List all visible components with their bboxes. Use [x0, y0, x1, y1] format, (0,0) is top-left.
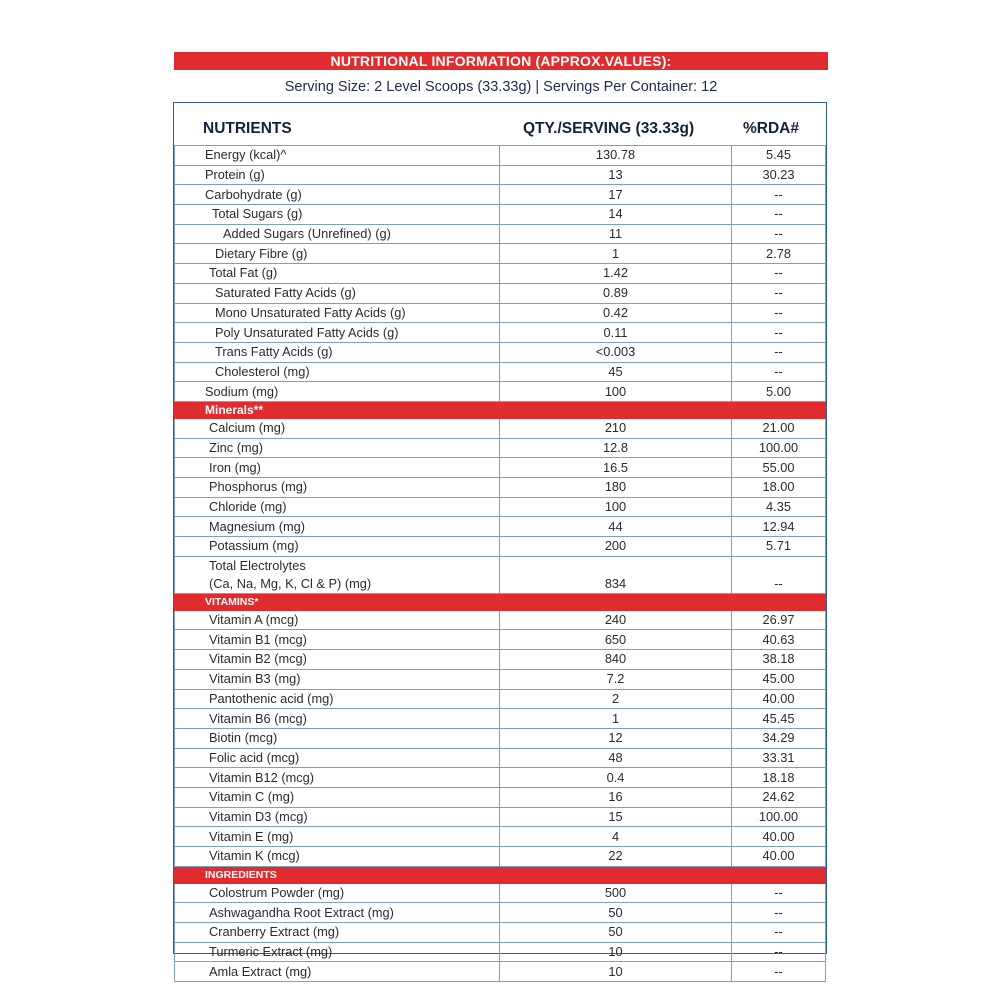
table-header [174, 103, 826, 145]
ingredient-rda: -- [732, 883, 826, 903]
vitamin-qty: 16 [500, 787, 732, 807]
mineral-rda: 55.00 [732, 458, 826, 478]
nutrient-rda: -- [732, 323, 826, 343]
mineral-qty: 16.5 [500, 458, 732, 478]
nutrient-name: Sodium (mg) [175, 382, 500, 402]
nutrient-qty: 0.11 [500, 323, 732, 343]
table-row [175, 283, 826, 303]
nutrient-name: Trans Fatty Acids (g) [175, 342, 500, 362]
nutrient-rda: -- [732, 303, 826, 323]
vitamin-rda: 40.00 [732, 847, 826, 867]
table-row [175, 962, 826, 982]
table-row [175, 165, 826, 185]
mineral-rda: 100.00 [732, 438, 826, 458]
nutrient-rda: -- [732, 342, 826, 362]
vitamin-qty: 22 [500, 847, 732, 867]
vitamin-rda: 33.31 [732, 748, 826, 768]
table-row [175, 807, 826, 827]
vitamin-rda: 100.00 [732, 807, 826, 827]
ingredient-name: Turmeric Extract (mg) [175, 942, 500, 962]
mineral-qty: 100 [500, 497, 732, 517]
nutrient-name: Mono Unsaturated Fatty Acids (g) [175, 303, 500, 323]
table-row-electrolytes [175, 556, 826, 593]
nutrient-rda: 30.23 [732, 165, 826, 185]
nutrient-qty: 1 [500, 244, 732, 264]
table-row [175, 146, 826, 166]
nutrient-qty: 45 [500, 362, 732, 382]
table-row [175, 224, 826, 244]
table-row [175, 748, 826, 768]
nutrient-qty: 11 [500, 224, 732, 244]
nutrient-qty: 0.89 [500, 283, 732, 303]
vitamin-rda: 40.00 [732, 827, 826, 847]
table-row [175, 942, 826, 962]
vitamin-rda: 45.45 [732, 709, 826, 729]
mineral-qty: 12.8 [500, 438, 732, 458]
nutrient-qty: 1.42 [500, 264, 732, 284]
vitamin-rda: 26.97 [732, 610, 826, 630]
section-header-minerals [175, 401, 826, 418]
nutrient-name: Total Fat (g) [175, 264, 500, 284]
vitamin-qty: 0.4 [500, 768, 732, 788]
vitamin-name: Vitamin E (mg) [175, 827, 500, 847]
ingredient-name: Amla Extract (mg) [175, 962, 500, 982]
mineral-name: Potassium (mg) [175, 537, 500, 557]
mineral-name: Chloride (mg) [175, 497, 500, 517]
nutrient-name: Dietary Fibre (g) [175, 244, 500, 264]
vitamin-name: Vitamin B12 (mcg) [175, 768, 500, 788]
nutrient-name: Energy (kcal)^ [175, 146, 500, 166]
table-row [175, 438, 826, 458]
ingredient-qty: 50 [500, 923, 732, 943]
vitamin-qty: 15 [500, 807, 732, 827]
nutrient-qty: 100 [500, 382, 732, 402]
ingredient-rda: -- [732, 903, 826, 923]
ingredient-rda: -- [732, 942, 826, 962]
table-row [175, 903, 826, 923]
table-row [175, 264, 826, 284]
table-row [175, 689, 826, 709]
table-row [175, 497, 826, 517]
vitamin-rda: 34.29 [732, 728, 826, 748]
ingredient-name: Colostrum Powder (mg) [175, 883, 500, 903]
vitamin-qty: 7.2 [500, 669, 732, 689]
vitamin-qty: 1 [500, 709, 732, 729]
nutrient-name: Carbohydrate (g) [175, 185, 500, 205]
header-qty: QTY./SERVING (33.33g) [523, 120, 695, 137]
nutrient-qty: 130.78 [500, 146, 732, 166]
table-row [175, 517, 826, 537]
ingredient-rda: -- [732, 923, 826, 943]
table-row [175, 244, 826, 264]
ingredient-qty: 50 [500, 903, 732, 923]
ingredient-qty: 10 [500, 962, 732, 982]
ingredient-name: Cranberry Extract (mg) [175, 923, 500, 943]
vitamin-qty: 840 [500, 650, 732, 670]
vitamin-qty: 650 [500, 630, 732, 650]
mineral-rda: 5.71 [732, 537, 826, 557]
mineral-qty: 44 [500, 517, 732, 537]
vitamin-qty: 4 [500, 827, 732, 847]
mineral-name: Iron (mg) [175, 458, 500, 478]
serving-info: Serving Size: 2 Level Scoops (33.33g) | Servings Per Container: 12 [284, 79, 718, 95]
vitamin-qty: 48 [500, 748, 732, 768]
table-row [175, 847, 826, 867]
nutrient-rda: -- [732, 205, 826, 225]
table-row [175, 382, 826, 402]
mineral-name: Calcium (mg) [175, 418, 500, 438]
vitamin-name: Biotin (mcg) [175, 728, 500, 748]
table-row [175, 709, 826, 729]
nutrient-rda: 2.78 [732, 244, 826, 264]
table-row [175, 537, 826, 557]
table-row [175, 478, 826, 498]
table-row [175, 303, 826, 323]
vitamin-qty: 2 [500, 689, 732, 709]
table-row [175, 362, 826, 382]
nutrition-panel [173, 102, 827, 979]
nutrient-qty: <0.003 [500, 342, 732, 362]
header-rda: %RDA# [743, 120, 799, 137]
table-row [175, 342, 826, 362]
nutrient-rda: 5.45 [732, 146, 826, 166]
table-row [175, 923, 826, 943]
nutrient-name: Poly Unsaturated Fatty Acids (g) [175, 323, 500, 343]
section-label: VITAMINS* [175, 593, 826, 610]
nutrient-rda: -- [732, 362, 826, 382]
nutrient-qty: 17 [500, 185, 732, 205]
mineral-name: Phosphorus (mg) [175, 478, 500, 498]
vitamin-name: Vitamin A (mcg) [175, 610, 500, 630]
table-row [175, 883, 826, 903]
mineral-rda: 21.00 [732, 418, 826, 438]
vitamin-rda: 38.18 [732, 650, 826, 670]
ingredient-qty: 500 [500, 883, 732, 903]
vitamin-rda: 18.18 [732, 768, 826, 788]
vitamin-qty: 240 [500, 610, 732, 630]
vitamin-name: Vitamin D3 (mcg) [175, 807, 500, 827]
nutrient-qty: 0.42 [500, 303, 732, 323]
ingredient-qty: 10 [500, 942, 732, 962]
table-row [175, 630, 826, 650]
table-row [175, 418, 826, 438]
vitamin-name: Pantothenic acid (mg) [175, 689, 500, 709]
mineral-rda: 12.94 [732, 517, 826, 537]
nutrient-rda: 5.00 [732, 382, 826, 402]
ingredient-name: Ashwagandha Root Extract (mg) [175, 903, 500, 923]
vitamin-name: Vitamin B1 (mcg) [175, 630, 500, 650]
table-row [175, 185, 826, 205]
nutrient-qty: 13 [500, 165, 732, 185]
vitamin-name: Folic acid (mcg) [175, 748, 500, 768]
nutrient-name: Total Sugars (g) [175, 205, 500, 225]
vitamin-rda: 40.63 [732, 630, 826, 650]
section-header-vitamins [175, 593, 826, 610]
table-row [175, 205, 826, 225]
mineral-name: Magnesium (mg) [175, 517, 500, 537]
table-row [175, 458, 826, 478]
table-row [175, 669, 826, 689]
section-label: Minerals** [175, 401, 826, 418]
vitamin-rda: 24.62 [732, 787, 826, 807]
mineral-qty: 180 [500, 478, 732, 498]
vitamin-qty: 12 [500, 728, 732, 748]
header-nutrients: NUTRIENTS [203, 120, 292, 137]
mineral-rda: 4.35 [732, 497, 826, 517]
vitamin-name: Vitamin K (mcg) [175, 847, 500, 867]
table-row [175, 323, 826, 343]
table-row [175, 728, 826, 748]
vitamin-name: Vitamin B3 (mg) [175, 669, 500, 689]
nutrient-name: Protein (g) [175, 165, 500, 185]
nutrient-name: Cholesterol (mg) [175, 362, 500, 382]
mineral-rda: -- [732, 556, 826, 593]
mineral-qty: 200 [500, 537, 732, 557]
ingredient-rda: -- [732, 962, 826, 982]
mineral-name: Zinc (mg) [175, 438, 500, 458]
table-row [175, 650, 826, 670]
nutrient-qty: 14 [500, 205, 732, 225]
mineral-qty: 834 [500, 556, 732, 593]
nutrition-table [174, 145, 826, 982]
mineral-rda: 18.00 [732, 478, 826, 498]
table-row [175, 787, 826, 807]
mineral-qty: 210 [500, 418, 732, 438]
vitamin-name: Vitamin B2 (mcg) [175, 650, 500, 670]
nutrient-rda: -- [732, 283, 826, 303]
nutrient-rda: -- [732, 224, 826, 244]
nutrient-name: Saturated Fatty Acids (g) [175, 283, 500, 303]
section-header-ingredients [175, 866, 826, 883]
vitamin-rda: 40.00 [732, 689, 826, 709]
mineral-name [175, 556, 500, 593]
table-row [175, 827, 826, 847]
nutrient-rda: -- [732, 185, 826, 205]
table-title-bar: NUTRITIONAL INFORMATION (APPROX.VALUES): [174, 52, 828, 70]
nutrient-name: Added Sugars (Unrefined) (g) [175, 224, 500, 244]
electrolytes-line2: (Ca, Na, Mg, K, Cl & P) (mg) [209, 575, 372, 591]
vitamin-rda: 45.00 [732, 669, 826, 689]
table-row [175, 768, 826, 788]
section-label: INGREDIENTS [175, 866, 826, 883]
table-row [175, 610, 826, 630]
electrolytes-line1: Total Electrolytes [209, 557, 306, 573]
nutrient-rda: -- [732, 264, 826, 284]
vitamin-name: Vitamin B6 (mcg) [175, 709, 500, 729]
vitamin-name: Vitamin C (mg) [175, 787, 500, 807]
